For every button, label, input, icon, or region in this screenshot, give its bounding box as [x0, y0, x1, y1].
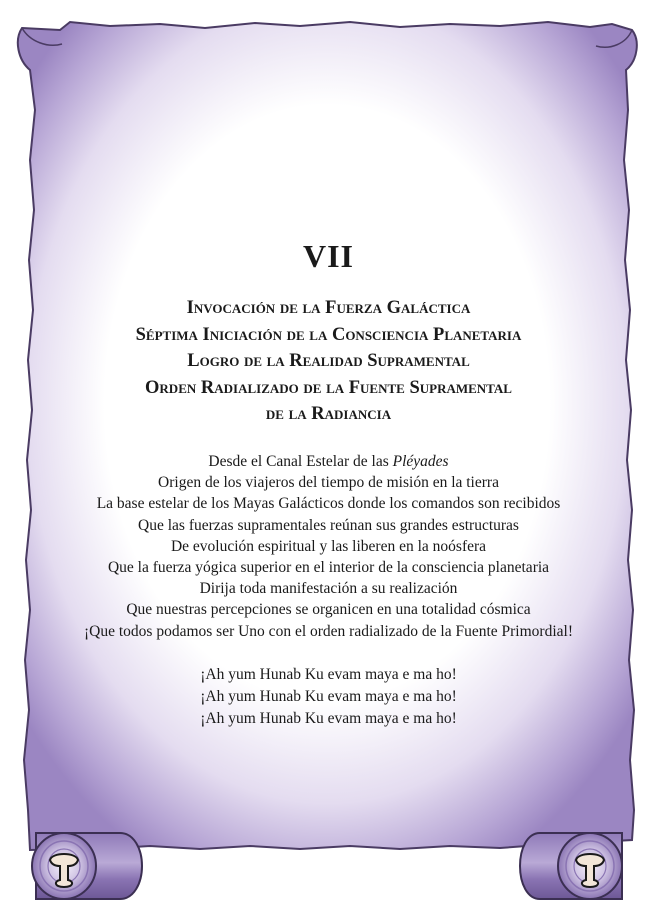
verse-line: Que la fuerza yógica superior en el interior de la consciencia planetaria	[107, 559, 550, 577]
verse-line: ¡Que todos podamos ser Uno con el orden radializado de la Fuente Primordial!	[84, 622, 573, 640]
invocation-titles	[0, 295, 657, 428]
verse-line-prefix: Desde el Canal Estelar de las	[208, 453, 393, 470]
title-line: Logro de la Realidad Supramental	[187, 351, 470, 371]
verse-line: La base estelar de los Mayas Galácticos donde los comandos son recibidos	[96, 495, 561, 513]
mantra-line: ¡Ah yum Hunab Ku evam maya e ma ho!	[200, 710, 457, 727]
verse-line: Origen de los viajeros del tiempo de misión en la tierra	[158, 474, 499, 492]
verse-line: Que nuestras percepciones se organicen en una totalidad cósmica	[126, 601, 531, 619]
verse-line-italic: Pléyades	[392, 453, 449, 470]
mantra-line: ¡Ah yum Hunab Ku evam maya e ma ho!	[200, 688, 457, 705]
invocation-verse	[0, 451, 657, 642]
title-line: de la Radiancia	[265, 404, 392, 424]
verse-line: Dirija toda manifestación a su realización	[199, 580, 458, 598]
verse-line: De evolución espiritual y las liberen en la noósfera	[170, 537, 487, 555]
verse-line	[0, 451, 657, 472]
mantra-line: ¡Ah yum Hunab Ku evam maya e ma ho!	[200, 666, 457, 683]
verse-line: Que las fuerzas supramentales reúnan sus grandes estructuras	[138, 516, 519, 534]
title-line: Invocación de la Fuerza Galáctica	[186, 298, 471, 318]
title-line: Séptima Iniciación de la Consciencia Planetaria	[135, 324, 522, 345]
mantra	[0, 664, 657, 730]
chapter-numeral: VII	[302, 238, 354, 274]
title-line: Orden Radializado de la Fuente Supramental	[145, 377, 512, 398]
